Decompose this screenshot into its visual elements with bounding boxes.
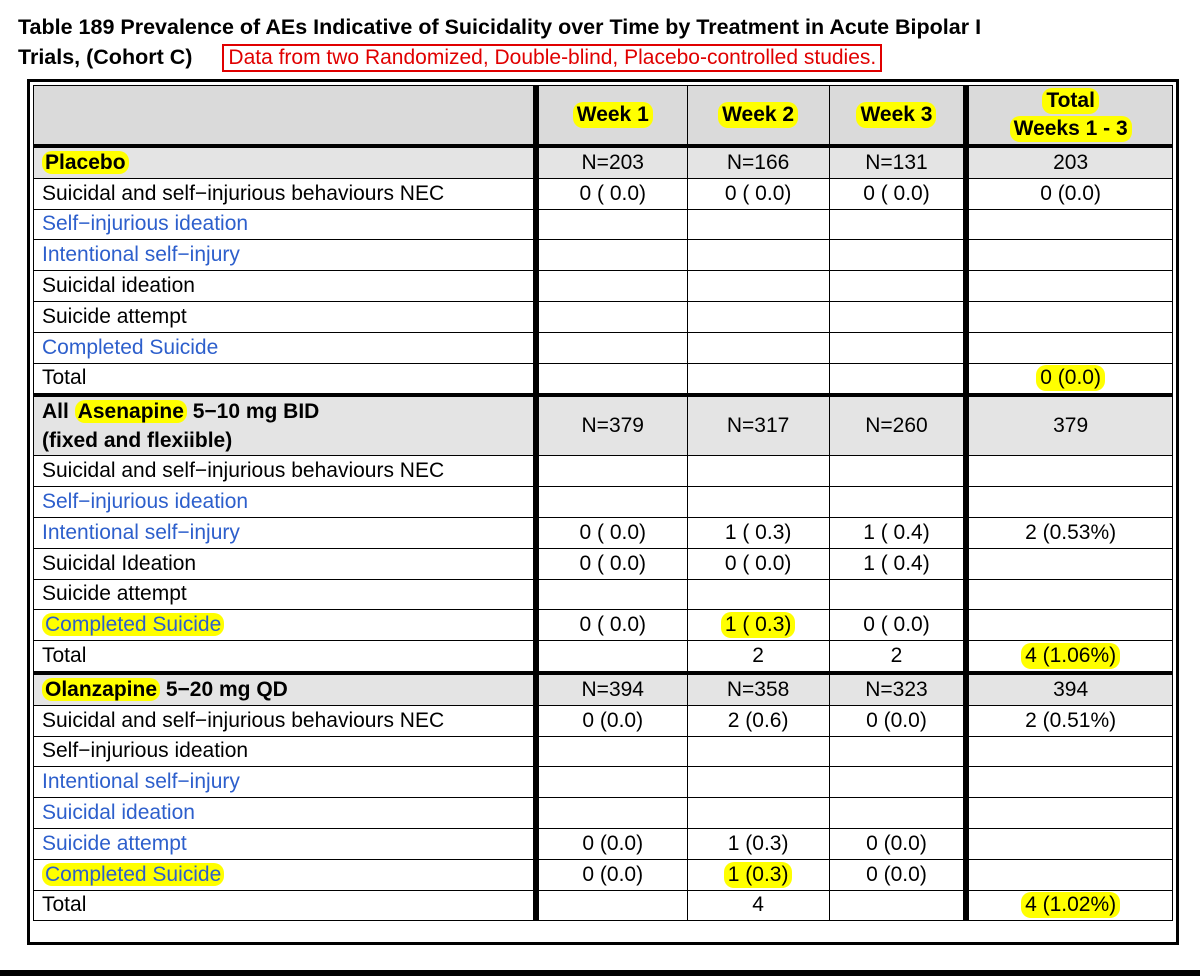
table-row	[34, 610, 1173, 641]
total-label: Total	[34, 363, 536, 395]
total-label: Total	[34, 890, 536, 921]
n-cell: N=323	[829, 673, 966, 705]
row-label: Suicide attempt	[34, 828, 536, 859]
value-cell: 0 ( 0.0)	[536, 548, 687, 579]
n-cell: N=394	[536, 673, 687, 705]
table-row	[34, 705, 1173, 736]
value-cell: 0 (0.0)	[536, 859, 687, 890]
n-cell: N=379	[536, 395, 687, 456]
value-cell	[687, 736, 829, 767]
value-cell	[829, 271, 966, 302]
n-total-cell: 203	[966, 146, 1172, 178]
value-cell: 0 ( 0.0)	[829, 178, 966, 209]
value-cell	[687, 456, 829, 487]
row-label: Suicidal and self−injurious behaviours NEC	[34, 705, 536, 736]
row-label: Suicidal ideation	[34, 271, 536, 302]
value-cell: 0 ( 0.0)	[829, 610, 966, 641]
value-cell: 1 ( 0.3)	[687, 517, 829, 548]
value-cell	[829, 332, 966, 363]
grand-total-cell: 4 (1.06%)	[966, 641, 1172, 673]
total-label: Total	[34, 641, 536, 673]
total-cell: 2	[829, 641, 966, 673]
value-cell: 0 ( 0.0)	[687, 548, 829, 579]
table-row	[34, 736, 1173, 767]
table-title	[18, 14, 1188, 72]
value-cell	[687, 240, 829, 271]
grand-total-cell: 4 (1.02%)	[966, 890, 1172, 921]
total-row-olanzapine	[34, 890, 1173, 921]
value-cell: 2 (0.51%)	[966, 705, 1172, 736]
row-label: Completed Suicide	[34, 610, 536, 641]
value-cell: 1 (0.3)	[687, 828, 829, 859]
value-cell	[687, 798, 829, 829]
study-note-box: Data from two Randomized, Double-blind, Placebo-controlled studies.	[222, 44, 882, 72]
table-row	[34, 859, 1173, 890]
suicidality-table	[33, 85, 1173, 921]
n-cell: N=203	[536, 146, 687, 178]
table-row	[34, 271, 1173, 302]
total-cell: 4	[687, 890, 829, 921]
value-cell	[536, 209, 687, 240]
row-label: Completed Suicide	[34, 332, 536, 363]
value-cell	[829, 736, 966, 767]
n-cell: N=260	[829, 395, 966, 456]
value-cell	[829, 487, 966, 518]
value-cell	[966, 332, 1172, 363]
total-cell: 2	[687, 641, 829, 673]
n-total-cell: 379	[966, 395, 1172, 456]
row-label: Intentional self−injury	[34, 517, 536, 548]
n-cell: N=317	[687, 395, 829, 456]
total-row-asenapine	[34, 641, 1173, 673]
group-label-placebo: Placebo	[34, 146, 536, 178]
value-cell: 0 (0.0)	[536, 828, 687, 859]
header-week-3: Week 3	[829, 86, 966, 147]
value-cell	[829, 240, 966, 271]
value-cell	[829, 767, 966, 798]
table-row	[34, 767, 1173, 798]
row-label: Suicide attempt	[34, 301, 536, 332]
value-cell	[966, 579, 1172, 610]
value-cell: 0 (0.0)	[829, 705, 966, 736]
table-row	[34, 209, 1173, 240]
row-label: Suicidal and self−injurious behaviours NEC	[34, 456, 536, 487]
value-cell	[687, 301, 829, 332]
row-label: Self−injurious ideation	[34, 487, 536, 518]
grand-total-cell: 0 (0.0)	[966, 363, 1172, 395]
value-cell	[966, 798, 1172, 829]
value-cell	[966, 736, 1172, 767]
row-label: Self−injurious ideation	[34, 209, 536, 240]
value-cell	[536, 456, 687, 487]
value-cell	[966, 271, 1172, 302]
value-cell: 0 (0.0)	[966, 178, 1172, 209]
value-cell	[829, 798, 966, 829]
value-cell: 0 ( 0.0)	[536, 610, 687, 641]
value-cell	[687, 209, 829, 240]
value-cell	[536, 579, 687, 610]
value-cell: 0 (0.0)	[829, 828, 966, 859]
table-row	[34, 456, 1173, 487]
total-cell	[536, 641, 687, 673]
value-cell	[829, 456, 966, 487]
total-row-placebo	[34, 363, 1173, 395]
total-cell	[536, 890, 687, 921]
value-cell	[829, 209, 966, 240]
value-cell: 0 (0.0)	[536, 705, 687, 736]
row-label: Suicidal Ideation	[34, 548, 536, 579]
value-cell: 0 ( 0.0)	[687, 178, 829, 209]
value-cell	[966, 828, 1172, 859]
value-cell	[536, 736, 687, 767]
table-row	[34, 487, 1173, 518]
value-cell: 2 (0.6)	[687, 705, 829, 736]
row-label: Self−injurious ideation	[34, 736, 536, 767]
table-row	[34, 798, 1173, 829]
table-row	[34, 240, 1173, 271]
value-cell	[536, 301, 687, 332]
group-row-asenapine	[34, 395, 1173, 456]
value-cell	[536, 271, 687, 302]
table-row	[34, 579, 1173, 610]
value-cell	[966, 767, 1172, 798]
n-cell: N=131	[829, 146, 966, 178]
n-cell: N=358	[687, 673, 829, 705]
value-cell	[687, 579, 829, 610]
header-total: Total Weeks 1 - 3	[966, 86, 1172, 147]
value-cell	[536, 798, 687, 829]
value-cell	[829, 301, 966, 332]
title-line-2: Trials, (Cohort C)	[18, 45, 193, 69]
header-row	[34, 86, 1173, 147]
group-row-placebo	[34, 146, 1173, 178]
value-cell	[687, 271, 829, 302]
value-cell: 0 ( 0.0)	[536, 517, 687, 548]
row-label: Completed Suicide	[34, 859, 536, 890]
n-total-cell: 394	[966, 673, 1172, 705]
value-cell	[966, 859, 1172, 890]
value-cell: 1 ( 0.4)	[829, 548, 966, 579]
total-cell	[829, 363, 966, 395]
total-cell	[687, 363, 829, 395]
value-cell	[687, 487, 829, 518]
value-cell	[536, 240, 687, 271]
value-cell	[966, 240, 1172, 271]
table-row	[34, 178, 1173, 209]
table-row	[34, 301, 1173, 332]
title-line-2-wrap	[18, 44, 1188, 72]
group-label-asenapine: All Asenapine 5−10 mg BID (fixed and flexiible)	[34, 395, 536, 456]
page-bottom-rule	[0, 970, 1200, 976]
row-label: Intentional self−injury	[34, 767, 536, 798]
value-cell	[687, 767, 829, 798]
value-cell: 1 ( 0.4)	[829, 517, 966, 548]
value-cell: 2 (0.53%)	[966, 517, 1172, 548]
table-row	[34, 332, 1173, 363]
group-label-olanzapine: Olanzapine 5−20 mg QD	[34, 673, 536, 705]
title-line-1: Table 189 Prevalence of AEs Indicative of Suicidality over Time by Treatment in Acute Bipolar I	[18, 15, 982, 39]
suicidality-table-frame	[27, 79, 1179, 945]
value-cell: 0 (0.0)	[829, 859, 966, 890]
value-cell	[966, 487, 1172, 518]
row-label: Intentional self−injury	[34, 240, 536, 271]
value-cell	[966, 209, 1172, 240]
total-cell	[829, 890, 966, 921]
header-blank-cell	[34, 86, 536, 147]
row-label: Suicide attempt	[34, 579, 536, 610]
header-week-1: Week 1	[536, 86, 687, 147]
value-cell: 1 ( 0.3)	[687, 610, 829, 641]
value-cell	[687, 332, 829, 363]
value-cell	[966, 548, 1172, 579]
table-row	[34, 828, 1173, 859]
n-cell: N=166	[687, 146, 829, 178]
header-week-2: Week 2	[687, 86, 829, 147]
value-cell	[966, 610, 1172, 641]
value-cell: 0 ( 0.0)	[536, 178, 687, 209]
value-cell	[966, 301, 1172, 332]
value-cell: 1 (0.3)	[687, 859, 829, 890]
group-row-olanzapine	[34, 673, 1173, 705]
table-row	[34, 548, 1173, 579]
value-cell	[536, 767, 687, 798]
table-row	[34, 517, 1173, 548]
row-label: Suicidal ideation	[34, 798, 536, 829]
value-cell	[966, 456, 1172, 487]
total-cell	[536, 363, 687, 395]
value-cell	[829, 579, 966, 610]
row-label: Suicidal and self−injurious behaviours NEC	[34, 178, 536, 209]
value-cell	[536, 487, 687, 518]
value-cell	[536, 332, 687, 363]
